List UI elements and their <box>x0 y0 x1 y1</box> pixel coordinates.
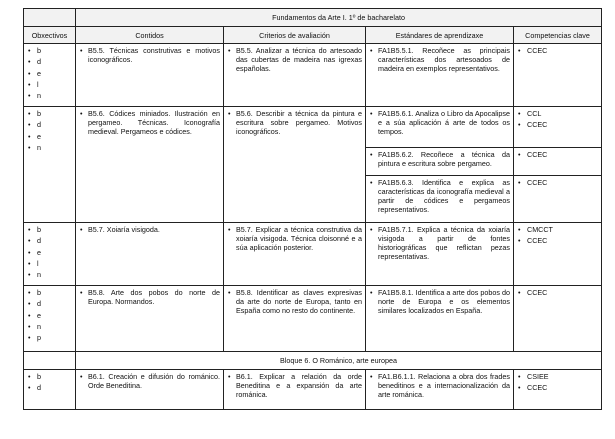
criterion-text: • B5.6. Describir a técnica da pintura e escritura sobre pergameo. Motivos iconográficos. <box>228 109 362 136</box>
table-row <box>24 107 602 148</box>
objectives-cell <box>24 223 76 286</box>
objective-item: • b <box>35 288 72 297</box>
block-spacer <box>24 352 76 370</box>
competences-cell <box>514 44 602 107</box>
competence-item: • CCL <box>525 109 598 118</box>
standard-cell <box>366 148 514 176</box>
standard-text: • FA1.B6.1.1. Relaciona a obra dos frades beneditinos e a internacionalización da arte románica. <box>370 372 510 399</box>
objective-item: • d <box>35 57 72 66</box>
content-text: • B6.1. Creación e difusión do románico. Orde Beneditina. <box>80 372 220 390</box>
header-standards: Estándares de aprendizaxe <box>366 27 514 44</box>
content-cell <box>76 107 224 223</box>
objective-item: • b <box>35 109 72 118</box>
criterion-text: • B5.7. Explicar a técnica construtiva da xoiaría visigoda. Técnica cloisonné e a súa aplicación posterior. <box>228 225 362 252</box>
header-competences: Competencias clave <box>514 27 602 44</box>
objective-item: • d <box>35 236 72 245</box>
criterion-text: • B5.8. Identificar as claves expresivas da arte do norte de Europa, tanto en España como no resto do continente. <box>228 288 362 315</box>
competence-item: • CCEC <box>525 46 598 55</box>
objective-item: • n <box>35 322 72 331</box>
criterion-cell <box>224 44 366 107</box>
competence-item: • CMCCT <box>525 225 598 234</box>
objective-item: • b <box>35 372 72 381</box>
criterion-cell <box>224 107 366 223</box>
objectives-cell <box>24 370 76 410</box>
objective-item: • e <box>35 311 72 320</box>
objective-item: • e <box>35 248 72 257</box>
objective-item: • n <box>35 270 72 279</box>
standard-cell <box>366 370 514 410</box>
standard-text: • FA1B5.6.1. Analiza o Libro da Apocalipse e a súa aplicación á arte de todos os tempos. <box>370 109 510 136</box>
table-row <box>24 286 602 352</box>
header-spacer <box>24 9 76 27</box>
table-row <box>24 223 602 286</box>
header-contents: Contidos <box>76 27 224 44</box>
content-cell <box>76 44 224 107</box>
content-text: • B5.7. Xoiaría visigoda. <box>80 225 220 234</box>
competence-item: • CSIEE <box>525 372 598 381</box>
competence-item: • CCEC <box>525 383 598 392</box>
standard-cell <box>366 44 514 107</box>
objective-item: • d <box>35 383 72 392</box>
competences-cell <box>514 370 602 410</box>
competences-cell <box>514 107 602 148</box>
standard-text: • FA1B5.6.2. Recoñece a técnica da pintura e escritura sobre pergameo. <box>370 150 510 168</box>
standard-text: • FA1B5.5.1. Recoñece as principais características dos artesoados de madeira en exemplos representativos. <box>370 46 510 73</box>
objective-item: • p <box>35 333 72 342</box>
content-cell <box>76 286 224 352</box>
standard-text: • FA1B5.7.1. Explica a técnica da xoiaría visigoda a partir de fontes historiográficas que reflictan pezas representativas. <box>370 225 510 261</box>
objectives-cell <box>24 44 76 107</box>
standard-cell <box>366 176 514 223</box>
content-text: • B5.8. Arte dos pobos do norte de Europa. Normandos. <box>80 288 220 306</box>
standard-cell <box>366 223 514 286</box>
content-cell <box>76 370 224 410</box>
objectives-cell <box>24 107 76 223</box>
block-title: Bloque 6. O Románico, arte europea <box>76 352 602 370</box>
standard-text: • FA1B5.6.3. Identifica e explica as características da iconografía medieval a partir de códices e pergameos representativos. <box>370 178 510 214</box>
competences-cell <box>514 223 602 286</box>
header-objectives: Obxectivos <box>24 27 76 44</box>
content-text: • B5.5. Técnicas construtivas e motivos iconográficos. <box>80 46 220 64</box>
objectives-cell <box>24 286 76 352</box>
competences-cell <box>514 148 602 176</box>
criterion-cell <box>224 223 366 286</box>
competence-item: • CCEC <box>525 236 598 245</box>
objective-item: • e <box>35 69 72 78</box>
competence-item: • CCEC <box>525 120 598 129</box>
competence-item: • CCEC <box>525 288 598 297</box>
objective-item: • n <box>35 143 72 152</box>
criterion-text: • B5.5. Analizar a técnica do artesoado das cubertas de madeira nas igrexas españolas. <box>228 46 362 73</box>
criterion-cell <box>224 370 366 410</box>
objective-item: • d <box>35 299 72 308</box>
criterion-text: • B6.1. Explicar a relación da orde Beneditina e a expansión da arte románica. <box>228 372 362 399</box>
competence-item: • CCEC <box>525 178 598 187</box>
objective-item: • e <box>35 132 72 141</box>
header-criteria: Criterios de avaliación <box>224 27 366 44</box>
competences-cell <box>514 176 602 223</box>
competences-cell <box>514 286 602 352</box>
criterion-cell <box>224 286 366 352</box>
objective-item: • l <box>35 80 72 89</box>
content-cell <box>76 223 224 286</box>
block-header-row <box>24 352 602 370</box>
objective-item: • b <box>35 225 72 234</box>
objective-item: • b <box>35 46 72 55</box>
content-text: • B5.6. Códices miniados. Ilustración en pergameo. Técnicas. Iconografía medieval. Pergameos e códices. <box>80 109 220 136</box>
curriculum-table <box>23 8 602 410</box>
competence-item: • CCEC <box>525 150 598 159</box>
standard-cell <box>366 107 514 148</box>
table-title: Fundamentos da Arte I. 1º de bacharelato <box>76 9 602 27</box>
standard-cell <box>366 286 514 352</box>
objective-item: • n <box>35 91 72 100</box>
objective-item: • d <box>35 120 72 129</box>
table-row <box>24 370 602 410</box>
objective-item: • l <box>35 259 72 268</box>
standard-text: • FA1B5.8.1. Identifica a arte dos pobos do norte de Europa e os elementos similares localizados en España. <box>370 288 510 315</box>
table-row <box>24 44 602 107</box>
